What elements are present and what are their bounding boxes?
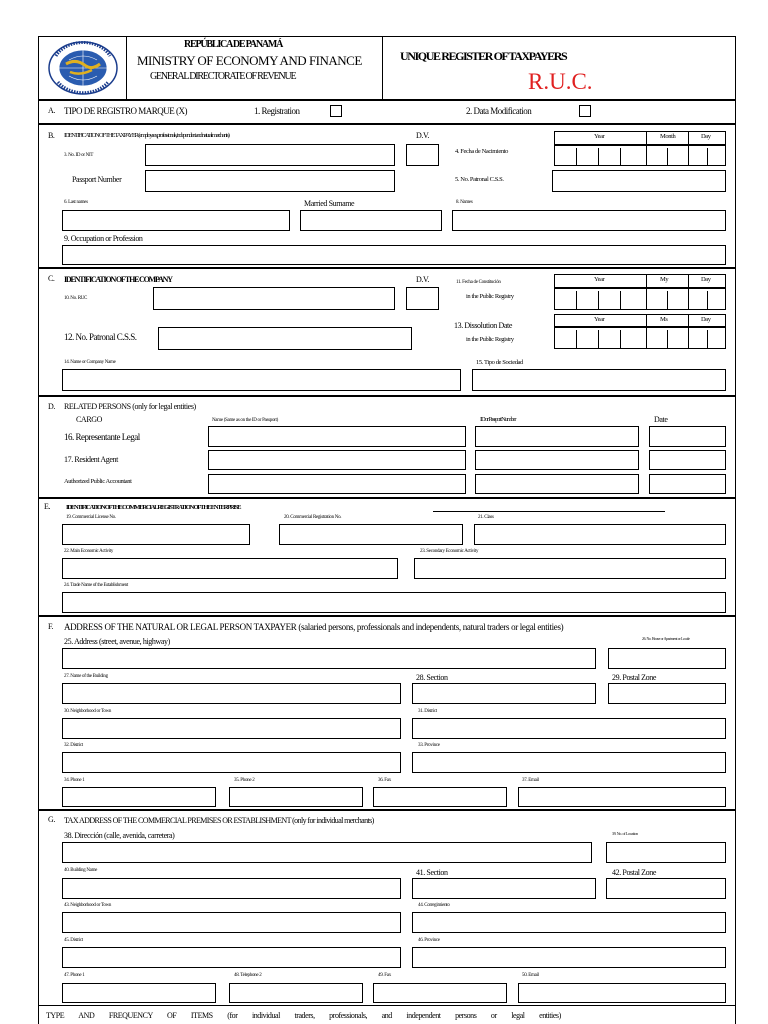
legal-rep-name-field[interactable] [208,426,466,447]
birth-date-field[interactable] [554,145,726,166]
e-class-label: 21. Class [478,515,494,520]
f-house-no-field[interactable] [608,648,726,669]
dd-div7 [707,330,708,349]
accountant-name-field[interactable] [208,474,466,494]
g-email-label: 50. Email [522,973,539,978]
c-month-label: My [660,276,669,283]
resident-agent-date-field[interactable] [649,450,726,470]
passport-field[interactable] [145,170,395,192]
b-occupation-label: 9. Occupation or Profession [64,234,143,243]
cd-div6 [688,288,689,310]
f-province-label: 33. Province [418,743,440,748]
trade-name-field[interactable] [62,592,726,613]
f-email-label: 37. Email [522,778,539,783]
f-house-no-label: 26. No. House or Apartment or Locale [642,637,690,641]
class-field[interactable] [474,524,726,545]
ruc-field[interactable] [153,287,395,310]
g-phone1-label: 47. Phone 1 [64,973,85,978]
dd-div6 [688,327,689,349]
section-e-letter: E. [44,502,51,511]
constitution-date-field[interactable] [554,288,726,310]
d-cargo-label: CARGO [76,415,103,424]
c-company-type-label: 15. Tipo de Sociedad [476,359,523,366]
b-month-label: Month [660,133,676,140]
g-postal-label: 42. Postal Zone [612,868,656,877]
g-corregimiento-label: 44. Corregimiento [418,903,450,908]
legal-rep-date-field[interactable] [649,426,726,447]
f-phone1-field[interactable] [62,787,216,807]
c-dissolution-label: 13. Dissolution Date [454,321,512,330]
commercial-license-field[interactable] [62,524,250,545]
names-field[interactable] [452,210,726,231]
e-secondary-activity-label: 23. Secondary Economic Activity [420,549,479,554]
g-location-no-field[interactable] [606,842,726,863]
registration-checkbox[interactable] [330,105,342,117]
c-patronal-label: 12. No. Patronal C.S.S. [64,332,137,342]
g-corregimiento-field[interactable] [412,912,726,933]
f-building-field[interactable] [62,683,401,704]
f-postal-field[interactable] [608,683,726,704]
dd-div5 [667,330,668,349]
b-dv-label: D.V. [416,131,429,140]
c-public-registry2-label: in the Public Registry [466,336,514,343]
d-name-hdr: Name (Same as on the ID or Passport) [212,418,278,423]
f-district-field[interactable] [412,718,726,739]
c-dv-field[interactable] [406,287,439,310]
c-public-registry-label: in the Public Registry [466,293,514,300]
b-passport-label: Passport Number [72,175,122,184]
ministry-seal-icon [44,40,122,96]
bd-div2 [598,148,599,166]
b-date-hdr-div1 [646,131,647,145]
section-f-letter: F. [48,622,54,631]
f-email-field[interactable] [518,787,726,807]
section-a-letter: A. [48,106,55,115]
accountant-date-field[interactable] [649,474,726,494]
b-date-hdr-div2 [688,131,689,145]
bd-div5 [667,148,668,166]
cd-div4 [646,288,647,310]
cd-div7 [707,291,708,310]
f-neighborhood-field[interactable] [62,718,401,739]
resident-agent-id-field[interactable] [475,450,639,470]
legal-rep-id-field[interactable] [475,426,639,447]
section-d-heading: RELATED PERSONS (only for legal entities) [64,402,196,411]
section-b-heading: IDENTIFICATION OF THE TAXPAYER (employees, professionals, independent and natural merchants) [64,132,229,139]
f-phone2-label: 35. Phone 2 [234,778,255,783]
option-registration-label: 1. Registration [254,106,300,116]
f-phone2-field[interactable] [229,787,363,807]
e-main-activity-label: 22. Main Economic Activity [64,549,114,554]
c1-hdr-div1 [646,274,647,288]
section-b-letter: B. [48,131,55,140]
dd-div3 [620,330,621,349]
dd-div4 [646,327,647,349]
c-day2-label: Day [701,316,711,323]
header-directorate: GENERAL DIRECTORATE OF REVENUE [150,71,296,82]
d-date-hdr: Date [654,415,668,424]
c-day-label: Day [701,276,711,283]
g-building-label: 40. Building Name [64,868,98,873]
g-province-field[interactable] [412,947,726,968]
c-const-label: 11. Fecha de Constitución [456,280,501,285]
f-section-field[interactable] [412,683,596,704]
section-g-letter: G. [48,815,55,824]
dissolution-date-field[interactable] [554,327,726,349]
dd-div1 [576,330,577,349]
g-building-field[interactable] [62,878,401,899]
commercial-registration-field[interactable] [279,524,463,545]
g-neighborhood-field[interactable] [62,912,401,933]
f-building-label: 27. Name of the Building [64,674,108,679]
f-fax-field[interactable] [373,787,507,807]
main-activity-field[interactable] [62,558,398,579]
bd-div3 [620,148,621,166]
g-address-label: 38. Dirección (calle, avenida, carretera) [64,831,175,840]
cd-div3 [620,291,621,310]
company-name-field[interactable] [62,369,461,391]
cd-div1 [576,291,577,310]
c-dv-label: D.V. [416,275,429,284]
d-id-hdr: ID or Passport Number [480,416,516,423]
c2-hdr-div2 [688,314,689,327]
option-modification-label: 2. Data Modification [466,106,532,116]
f-postal-label: 29. Postal Zone [612,673,656,682]
bd-div4 [646,145,647,166]
c-year-label: Year [594,276,605,283]
b-dv-field[interactable] [406,144,439,166]
d-accountant-label: Authorized Public Accountant [64,478,132,485]
header-divider-left [126,36,127,100]
g-fax-field[interactable] [373,983,507,1003]
c-company-name-label: 14. Name or Company Name [64,360,116,365]
g-location-no-label: 39. No. of Location [612,831,638,836]
cd-div5 [667,291,668,310]
g-email-field[interactable] [518,983,726,1003]
d-resident-label: 17. Resident Agent [64,455,118,464]
section-e-heading: IDENTIFICATION OF THE COMMERCIAL REGISTRATION OF THE ENTERPRISE [66,504,241,511]
married-surname-field[interactable] [300,210,442,231]
g-postal-field[interactable] [606,878,726,899]
ruc-title: R.U.C. [528,69,593,94]
b-married-label: Married Surname [304,199,355,208]
b-lastnames-label: 6. Last names [64,200,88,205]
header-ministry: MINISTRY OF ECONOMY AND FINANCE [137,53,362,68]
bd-div1 [576,148,577,166]
cd-div2 [598,291,599,310]
form-header [38,36,736,100]
g-district-field[interactable] [62,947,401,968]
f-district2-label: 32. District [64,743,83,748]
g-neighborhood-label: 43. Neighborhood or Town [64,903,112,908]
f-address-field[interactable] [62,648,596,669]
resident-agent-name-field[interactable] [208,450,466,470]
e-heading-rule [433,511,665,512]
modification-checkbox[interactable] [579,105,591,117]
footer-left-border [38,1006,39,1024]
section-d-letter: D. [48,402,55,411]
header-divider-mid [382,36,383,100]
id-number-field[interactable] [145,144,395,166]
g-section-field[interactable] [412,878,596,899]
bd-div7 [707,148,708,166]
b-names-label: 8. Names [456,200,473,205]
company-type-field[interactable] [472,369,726,391]
b-patronal-field[interactable] [552,170,726,192]
f-phone1-label: 34. Phone 1 [64,778,85,783]
last-names-field[interactable] [62,210,290,231]
g-phone2-label: 48. Telephone 2 [234,973,262,978]
b-patronal-label: 5. No. Patronal C.S.S. [455,176,504,183]
d-legal-rep-label: 16. Representante Legal [64,432,140,442]
g-province-label: 46. Province [418,938,440,943]
footer-heading: TYPE AND FREQUENCY OF ITEMS (for individual traders, professionals, and independent persons or legal entities) [46,1011,561,1020]
form-title: UNIQUE REGISTER OF TAXPAYERS [400,49,567,63]
c-ruc-label: 10. No. RUC [64,296,88,301]
e-license-label: 19. Commercial License No. [66,515,116,520]
c-month2-label: Ms [660,316,668,323]
b-year-label: Year [594,133,605,140]
g-address-field[interactable] [62,842,592,863]
header-republic: REPÚBLICA DE PANAMÁ [184,39,283,50]
b-day-label: Day [701,133,711,140]
g-fax-label: 49. Fax [378,973,391,978]
secondary-activity-field[interactable] [414,558,726,579]
f-district2-field[interactable] [62,752,401,773]
g-section-label: 41. Section [416,868,448,877]
g-district-label: 45. District [64,938,83,943]
accountant-id-field[interactable] [475,474,639,494]
f-address-label: 25. Address (street, avenue, highway) [64,637,170,646]
c-patronal-field[interactable] [158,327,412,350]
section-g-heading: TAX ADDRESS OF THE COMMERCIAL PREMISES OR ESTABLISHMENT (only for individual merchants) [64,816,374,825]
c1-hdr-div2 [688,274,689,288]
e-trade-name-label: 24. Trade Name of the Establishment [64,583,128,588]
e-registration-label: 20. Commercial Registration No. [284,515,342,520]
section-f-heading: ADDRESS OF THE NATURAL OR LEGAL PERSON TAXPAYER (salaried persons, professionals and independents, natural traders or legal entities) [64,622,564,632]
g-phone2-field[interactable] [229,983,363,1003]
section-c-letter: C. [48,274,55,283]
b-id-label: 3. No. ID or NIT [64,153,94,158]
g-phone1-field[interactable] [62,983,216,1003]
bd-div6 [688,145,689,166]
c-year2-label: Year [594,316,605,323]
f-fax-label: 36. Fax [378,778,391,783]
dd-div2 [598,330,599,349]
section-c-heading: IDENTIFICATION OF THE COMPANY [64,275,172,284]
f-neighborhood-label: 30. Neighborhood or Town [64,709,112,714]
b-birth-label: 4. Fecha de Nacimiento [455,148,508,155]
f-district-label: 31. District [418,709,437,714]
f-section-label: 28. Section [416,673,448,682]
footer-right-border [735,1006,736,1024]
c2-hdr-div1 [646,314,647,327]
section-a-label: TIPO DE REGISTRO MARQUE (X) [64,106,187,116]
f-province-field[interactable] [412,752,726,773]
occupation-field[interactable] [62,245,726,265]
